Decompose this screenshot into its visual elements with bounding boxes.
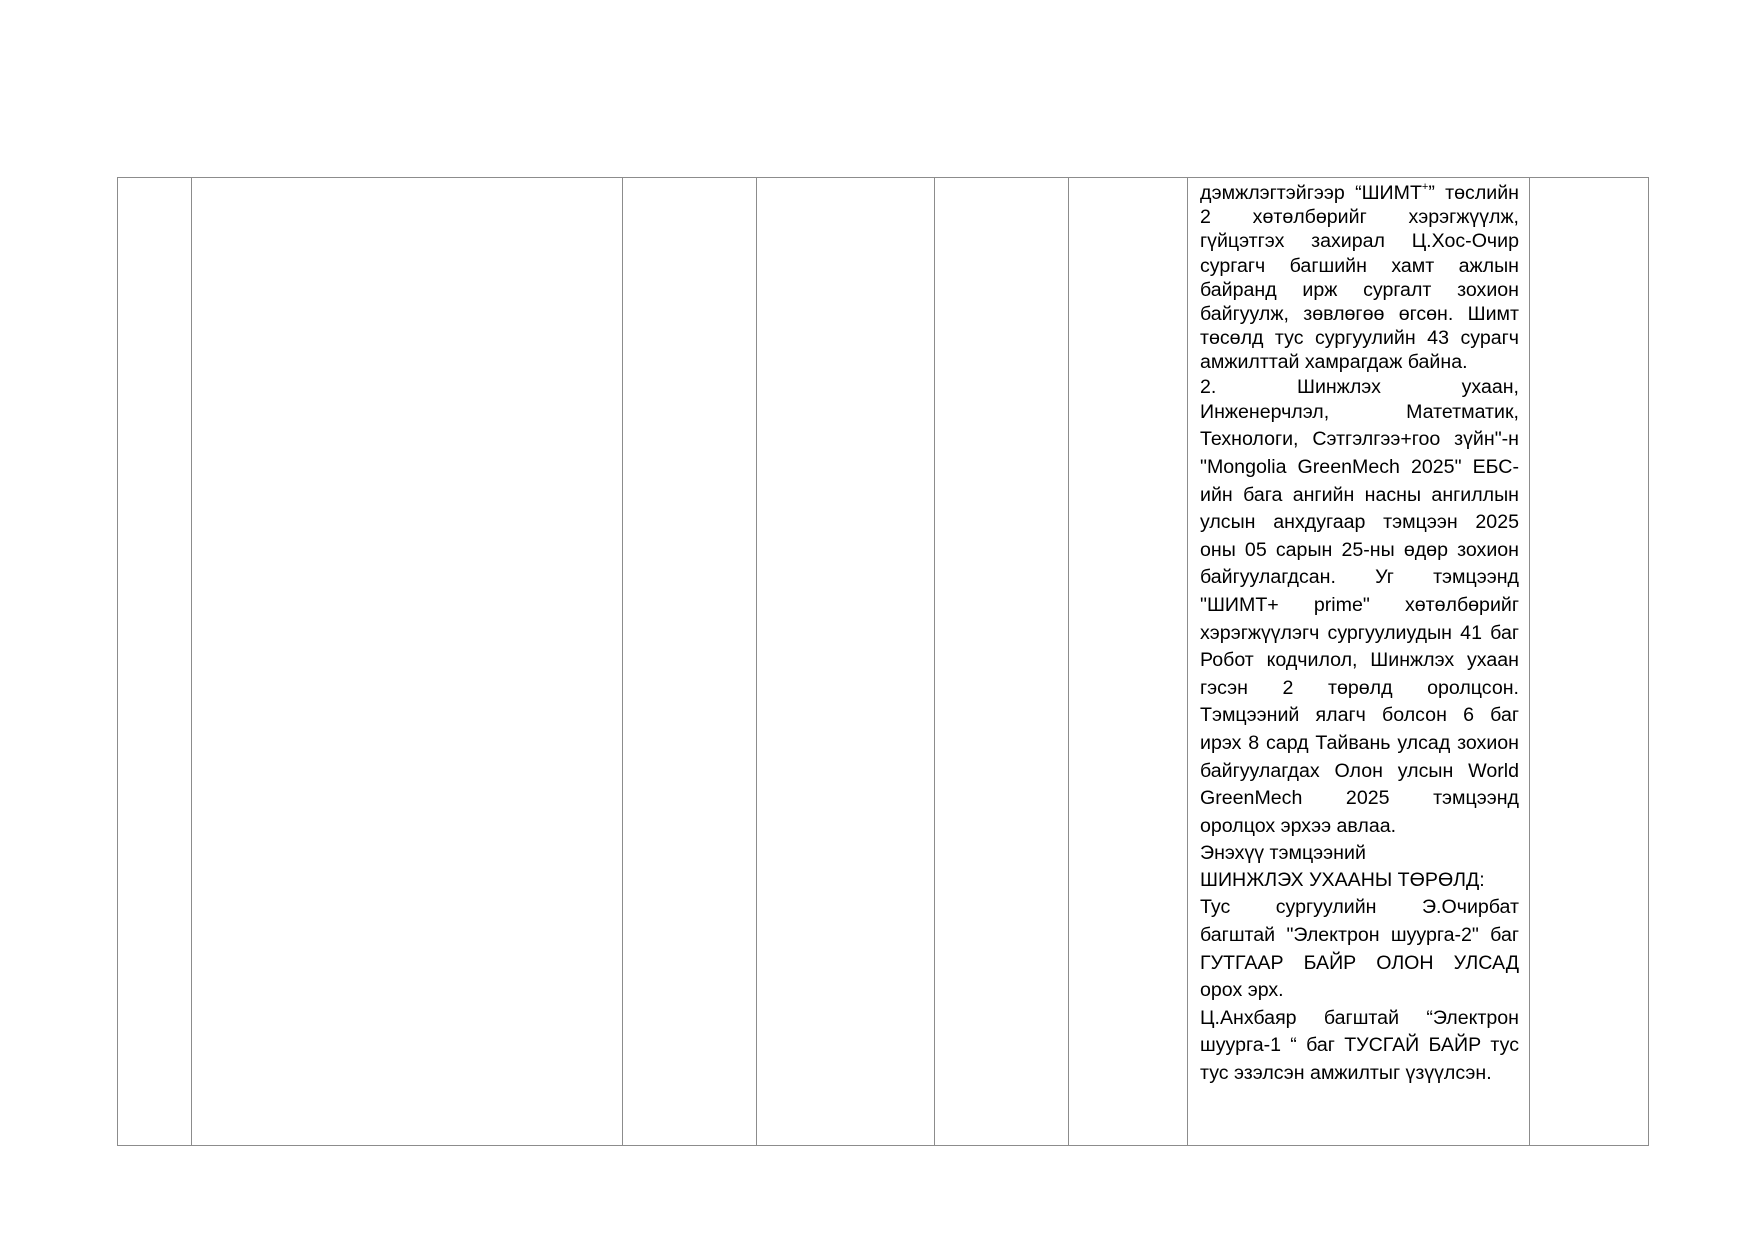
results-paragraph-3: Энэхүү тэмцээний — [1200, 842, 1366, 865]
table-cell-col5 — [935, 178, 1069, 1146]
report-table — [117, 177, 1649, 1146]
table-cell-col4 — [757, 178, 935, 1146]
superscript-plus: + — [1421, 181, 1429, 193]
results-paragraph-1 — [1200, 181, 1519, 375]
results-heading-science: ШИНЖЛЭХ УХААНЫ ТӨРӨЛД: — [1200, 869, 1485, 892]
table-row — [118, 178, 1649, 1146]
paragraph-text: ” төслийн 2 хөтөлбөрийг хэрэгжүүлж, гүйцэтгэх захирал Ц.Хос-Очир сургагч багшийн хамт ажлын байранд ирж сургалт зохион байгуулж, зөвлөгөө өгсөн. Шимт төсөлд тус сургуулийн 43 сурагч амжилттай хамрагдаж байна. — [1200, 182, 1519, 374]
table-cell-activity — [192, 178, 623, 1146]
table-cell-col3 — [623, 178, 757, 1146]
table-cell-results — [1188, 178, 1530, 1146]
table-cell-number — [118, 178, 192, 1146]
table-cell-note — [1530, 178, 1649, 1146]
results-paragraph-2-lead: 2. Шинжлэх ухаан, — [1200, 375, 1519, 398]
paragraph-text: дэмжлэгтэйгээр “ШИМТ — [1200, 182, 1422, 204]
table-cell-col6 — [1069, 178, 1188, 1146]
results-paragraph-2: Инженерчлэл, Матетматик, Технологи, Сэтгэлгээ+гоо зүйн"-н "Mongolia GreenMech 2025" ЕБС-ийн бага ангийн насны ангиллын улсын анхдугаар тэмцээн 2025 оны 05 сарын 25-ны өдөр зохион байгуулагдсан. Уг тэмцээнд "ШИМТ+ prime" хөтөлбөрийг хэрэгжүүлэгч сургуулиудын 41 баг Робот кодчилол, Шинжлэх ухаан гэсэн 2 төрөлд оролцсон. Тэмцээний ялагч болсон 6 баг ирэх 8 сард Тайвань улсад зохион байгуулагдах Олон улсын World GreenMech 2025 тэмцээнд оролцох эрхээ авлаа. — [1200, 400, 1519, 837]
results-paragraph-5: Тус сургуулийн Э.Очирбат багштай "Электрон шуурга-2" баг ГУТГААР БАЙР ОЛОН УЛСАД орох эрх. — [1200, 896, 1519, 1002]
results-paragraph-6: Ц.Анхбаяр багштай “Электрон шуурга-1 “ баг ТУСГАЙ БАЙР тус тус эзэлсэн амжилтыг үзүүлсэн. — [1200, 1006, 1519, 1084]
